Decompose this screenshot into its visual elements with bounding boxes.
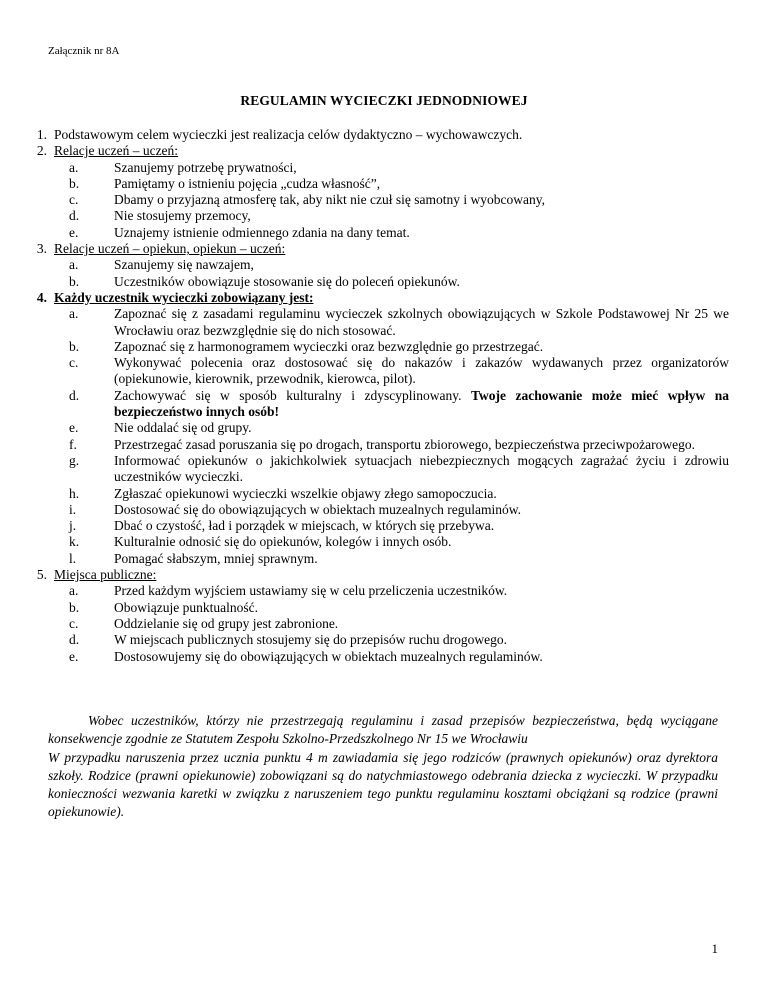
sub-letter: d. xyxy=(69,387,80,403)
sub-text: Pamiętamy o istnieniu pojęcia „cudza własność”, xyxy=(114,175,381,191)
sub-item xyxy=(19,176,729,192)
sub-text: Zgłaszać opiekunowi wycieczki wszelkie objawy złego samopoczucia. xyxy=(114,485,497,501)
sub-text: Informować opiekunów o jakichkolwiek sytuacjach niebezpiecznych mogących zagrażać życiu i zdrowiu uczestników wycieczki. xyxy=(114,452,729,485)
item-text: Podstawowym celem wycieczki jest realizacja celów dydaktyczno – wychowawczych. xyxy=(54,127,523,142)
sub-item xyxy=(19,420,729,436)
sub-text: Szanujemy się nawzajem, xyxy=(114,257,254,273)
item-number: 1. xyxy=(36,127,47,142)
sub-item xyxy=(19,306,729,339)
sub-text: Przed każdym wyjściem ustawiamy się w celu przeliczenia uczestników. xyxy=(114,583,508,599)
list-item xyxy=(19,241,729,257)
sub-text: Dostosować się do obowiązujących w obiektach muzealnych regulaminów. xyxy=(114,501,521,517)
sub-letter: l. xyxy=(69,550,77,566)
attachment-label: Załącznik nr 8A xyxy=(48,45,120,57)
sub-letter: e. xyxy=(69,420,79,436)
sub-text: Oddzielanie się od grupy jest zabronione. xyxy=(114,615,339,631)
sub-letter: h. xyxy=(69,485,80,501)
sub-letter: b. xyxy=(69,175,80,191)
sub-letter: a. xyxy=(69,257,79,273)
safety-warning: Twoje zachowanie może mieć wpływ na bezpieczeństwo innych osób! xyxy=(114,387,729,420)
document-title: REGULAMIN WYCIECZKI JEDNODNIOWEJ xyxy=(240,93,528,108)
sub-text: Wykonywać polecenia oraz dostosować się do nakazów i zakazów wydawanych przez organizatorów (opiekunowie, kierownik, przewodnik, kierowca, pilot). xyxy=(114,355,729,387)
sub-item xyxy=(19,160,729,176)
sub-text: Szanujemy potrzebę prywatności, xyxy=(114,159,297,175)
sub-text: W miejscach publicznych stosujemy się do przepisów ruchu drogowego. xyxy=(114,632,508,648)
sub-item xyxy=(19,339,729,355)
sub-item xyxy=(19,616,729,632)
section-heading: Relacje uczeń – opiekun, opiekun – uczeń: xyxy=(54,241,286,257)
sub-letter: a. xyxy=(69,159,79,175)
page-number: 1 xyxy=(711,941,718,956)
item-number: 5. xyxy=(36,567,47,583)
closing-notes xyxy=(48,712,718,822)
sub-item xyxy=(19,192,729,208)
sub-item xyxy=(19,225,729,241)
sub-item xyxy=(19,518,729,534)
sub-letter: c. xyxy=(69,615,79,631)
sub-text: Zachowywać się w sposób kulturalny i zdyscyplinowany. xyxy=(114,387,462,403)
sub-item xyxy=(19,551,729,567)
list-item xyxy=(19,127,729,143)
sub-text: Dostosowujemy się do obowiązujących w obiektach muzealnych regulaminów. xyxy=(114,648,543,664)
sub-text: Kulturalnie odnosić się do opiekunów, kolegów i innych osób. xyxy=(114,534,452,550)
sub-letter: c. xyxy=(69,192,79,208)
rules-list xyxy=(19,127,729,665)
item-number: 3. xyxy=(36,241,47,257)
sub-letter: i. xyxy=(69,501,77,517)
sub-letter: j. xyxy=(69,518,77,534)
sub-letter: b. xyxy=(69,599,80,615)
sub-letter: c. xyxy=(69,355,79,371)
sub-letter: d. xyxy=(69,208,80,224)
sub-item xyxy=(19,453,729,486)
section-heading: Miejsca publiczne: xyxy=(54,567,157,583)
sub-text: Uczestników obowiązuje stosowanie się do poleceń opiekunów. xyxy=(114,273,460,289)
sub-item xyxy=(19,257,729,273)
section-heading: Relacje uczeń – uczeń: xyxy=(54,143,179,159)
item-number: 2. xyxy=(36,143,47,159)
sub-letter: k. xyxy=(69,534,80,550)
item-number: 4. xyxy=(36,289,47,305)
sub-text: Przestrzegać zasad poruszania się po drogach, transportu zbiorowego, bezpieczeństwa przeciwpożarowego. xyxy=(114,436,695,452)
sub-item xyxy=(19,583,729,599)
sub-letter: e. xyxy=(69,648,79,664)
sub-item xyxy=(19,486,729,502)
sub-text: Nie oddalać się od grupy. xyxy=(114,420,252,436)
sub-item xyxy=(19,274,729,290)
sub-item xyxy=(19,632,729,648)
sub-text: Obowiązuje punktualność. xyxy=(114,599,258,615)
closing-paragraph-consequences: Wobec uczestników, którzy nie przestrzegają regulaminu i zasad przepisów bezpieczeństwa, będą wyciągane konsekwencje zgodnie ze Statutem Zespołu Szkolno-Przedszkolnego Nr 15 we Wrocławiu xyxy=(48,713,718,747)
list-item xyxy=(19,143,729,159)
sub-item xyxy=(19,649,729,665)
sub-text: Pomagać słabszym, mniej sprawnym. xyxy=(114,550,318,566)
sub-letter: b. xyxy=(69,338,80,354)
list-item xyxy=(19,567,729,583)
sub-item xyxy=(19,534,729,550)
sub-text: Dbamy o przyjazną atmosferę tak, aby nikt nie czuł się samotny i wyobcowany, xyxy=(114,192,545,208)
sub-item xyxy=(19,388,729,421)
list-item xyxy=(19,290,729,306)
sub-letter: d. xyxy=(69,632,80,648)
sub-letter: f. xyxy=(69,436,77,452)
sub-item xyxy=(19,600,729,616)
sub-text: Zapoznać się z zasadami regulaminu wycieczek szkolnych obowiązujących w Szkole Podstawowej Nr 25 we Wrocławiu oraz bezwzględnie się do nich stosować. xyxy=(114,306,729,338)
sub-item xyxy=(19,502,729,518)
sub-text: Nie stosujemy przemocy, xyxy=(114,208,251,224)
sub-item xyxy=(19,208,729,224)
sub-text: Uznajemy istnienie odmiennego zdania na dany temat. xyxy=(114,224,410,240)
sub-text: Zapoznać się z harmonogramem wycieczki oraz bezwzględnie go przestrzegać. xyxy=(114,338,544,354)
sub-letter: a. xyxy=(69,583,79,599)
sub-item xyxy=(19,437,729,453)
sub-letter: a. xyxy=(69,306,79,322)
sub-letter: e. xyxy=(69,224,79,240)
closing-paragraph-parents: W przypadku naruszenia przez ucznia punktu 4 m zawiadamia się jego rodziców (prawnych opiekunów) oraz dyrektora szkoły. Rodzice (prawni opiekunowie) zobowiązani są do natychmiastowego odebrania dziecka z wycieczki. W przypadku konieczności wezwania karetki w związku z naruszeniem tego punktu regulaminu kosztami obciążani są rodzice (prawni opiekunowie). xyxy=(48,749,718,820)
section-heading: Każdy uczestnik wycieczki zobowiązany jest: xyxy=(54,289,314,305)
sub-text: Dbać o czystość, ład i porządek w miejscach, w których się przebywa. xyxy=(114,518,495,534)
sub-item xyxy=(19,355,729,388)
sub-letter: b. xyxy=(69,273,80,289)
sub-letter: g. xyxy=(69,452,80,468)
